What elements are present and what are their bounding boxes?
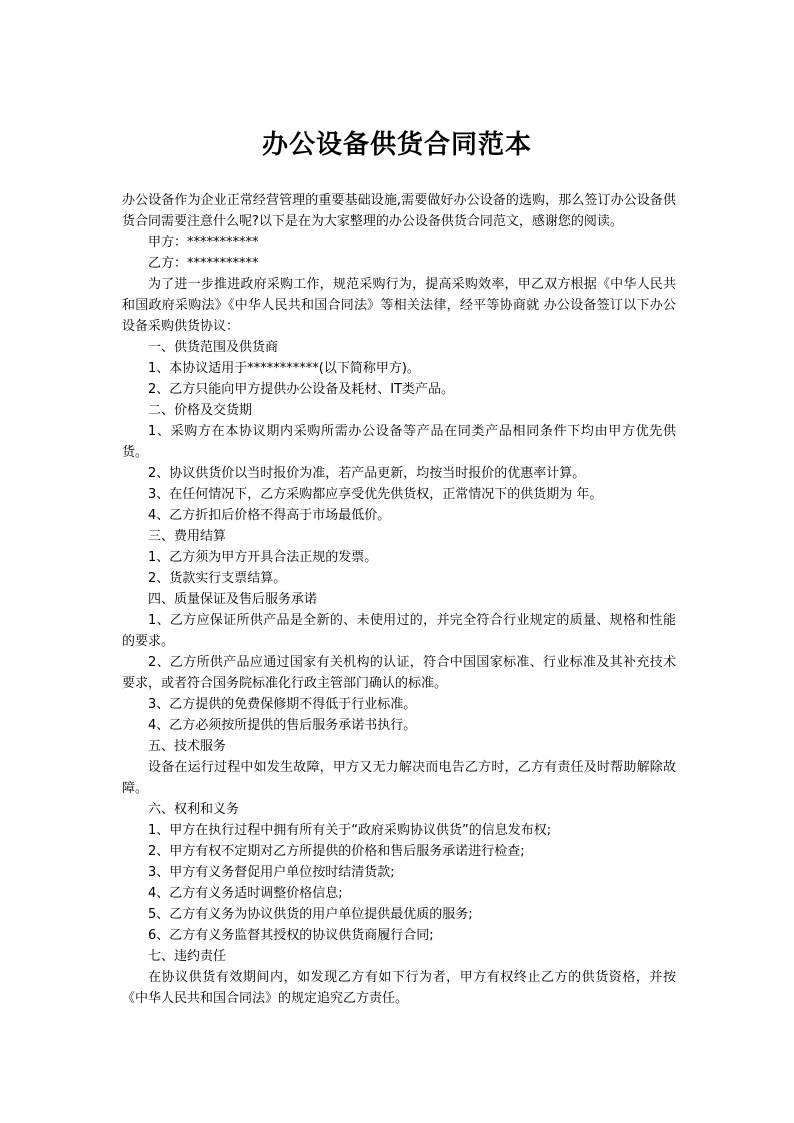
paragraph: 乙方：***********: [148, 256, 259, 271]
paragraph: 3、甲方有义务督促用户单位按时结清货款;: [148, 865, 395, 880]
paragraph: 3、在任何情况下，乙方采购都应享受优先供货权，正常情况下的供货期为 年。: [148, 487, 603, 502]
paragraph: 2、协议供货价以当时报价为准，若产品更新，均按当时报价的优惠率计算。: [148, 466, 586, 481]
paragraph: 为了进一步推进政府采购工作，规范采购行为，提高采购效率，甲乙双方根据《中华人民共和国政府采购法》《中华人民共和国合同法》等相关法律，经平等协商就 办公设备签订以下办公设备采购供货协议：: [122, 277, 676, 334]
paragraph: 1、乙方须为甲方开具合法正规的发票。: [148, 550, 378, 565]
paragraph: 1、甲方在执行过程中拥有所有关于“政府采购协议供货”的信息发布权;: [148, 823, 552, 838]
paragraph: 办公设备作为企业正常经营管理的重要基础设施,需要做好办公设备的选购，那么签订办公设备供货合同需要注意什么呢?以下是在为大家整理的办公设备供货合同范文，感谢您的阅读。: [122, 193, 676, 229]
paragraph: 设备在运行过程中如发生故障，甲方又无力解决而电告乙方时，乙方有责任及时帮助解除故障。: [122, 760, 676, 796]
paragraph: 1、采购方在本协议期内采购所需办公设备等产品在同类产品相同条件下均由甲方优先供货。: [122, 424, 676, 460]
paragraph: 6、乙方有义务监督其授权的协议供货商履行合同;: [148, 928, 434, 943]
document-body: [122, 190, 676, 1009]
paragraph: 3、乙方提供的免费保修期不得低于行业标准。: [148, 697, 417, 712]
paragraph: 4、乙方必须按所提供的售后服务承诺书执行。: [148, 718, 417, 733]
paragraph: 2、甲方有权不定期对乙方所提供的价格和售后服务承诺进行检查;: [148, 844, 525, 859]
paragraph: 4、乙方有义务适时调整价格信息;: [148, 886, 343, 901]
paragraph: 在协议供货有效期间内，如发现乙方有如下行为者，甲方有权终止乙方的供货资格，并按《中华人民共和国合同法》的规定追究乙方责任。: [122, 970, 676, 1006]
paragraph: 甲方：***********: [148, 235, 259, 250]
paragraph: 一、供货范围及供货商: [148, 340, 279, 355]
paragraph: 2、乙方只能向甲方提供办公设备及耗材、IT类产品。: [148, 382, 455, 397]
paragraph: 二、价格及交货期: [148, 403, 253, 418]
paragraph: 四、质量保证及售后服务承诺: [148, 592, 318, 607]
paragraph: 六、权利和义务: [148, 802, 240, 817]
paragraph: 2、乙方所供产品应通过国家有关机构的认证，符合中国国家标准、行业标准及其补充技术要求，或者符合国务院标准化行政主管部门确认的标准。: [122, 655, 676, 691]
paragraph: 2、货款实行支票结算。: [148, 571, 287, 586]
document-title: 办公设备供货合同范本: [261, 130, 532, 160]
paragraph: 三、费用结算: [148, 529, 227, 544]
paragraph: 4、乙方折扣后价格不得高于市场最低价。: [148, 508, 391, 523]
paragraph: 1、乙方应保证所供产品是全新的、未使用过的，并完全符合行业规定的质量、规格和性能的要求。: [122, 613, 676, 649]
paragraph: 1、本协议适用于***********(以下简称甲方)。: [148, 361, 420, 376]
paragraph: 五、技术服务: [148, 739, 227, 754]
paragraph: 七、违约责任: [148, 949, 227, 964]
paragraph: 5、乙方有义务为协议供货的用户单位提供最优质的服务;: [148, 907, 473, 922]
